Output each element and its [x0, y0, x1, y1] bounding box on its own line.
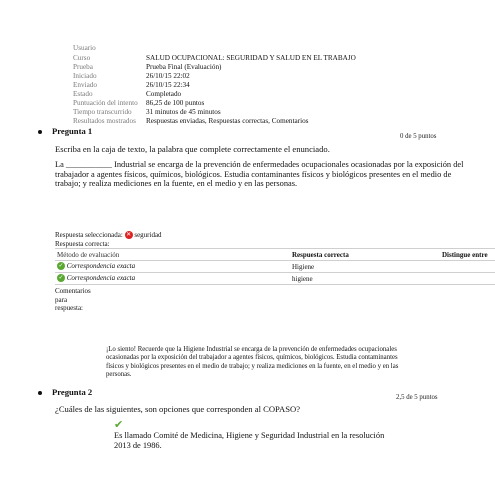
table-divider [55, 248, 495, 249]
table-header-answer: Respuesta correcta [292, 251, 349, 259]
table-divider [55, 260, 495, 261]
correct-answer-label: Respuesta correcta: [55, 240, 110, 248]
question-1-points: 0 de 5 puntos [400, 133, 437, 140]
question-1-feedback: ¡Lo siento! Recuerde que la Higiene Industrial se encarga de la prevención de enfermedades ocupacionales ocasionadas por la exposición del trabajador a agentes físicos, químicos, biológicos. Estudia contaminantes físicos y biológicos presentes en el medio de trabajo; y realiza mediciones en la fuente, en el medio y en las personas. [106, 346, 399, 378]
question-2-points: 2,5 de 5 puntos [396, 394, 438, 401]
selected-answer [55, 231, 162, 239]
bullet-icon [38, 391, 42, 395]
table-header-case: Distingue entre [442, 251, 488, 259]
table-row [57, 262, 135, 270]
question-2-title: Pregunta 2 [52, 387, 93, 397]
question-1-title: Pregunta 1 [52, 126, 93, 136]
selected-answer-value: seguridad [134, 231, 162, 239]
table-row [57, 274, 135, 282]
correct-check-icon: ✓ [58, 262, 64, 270]
table-cell-answer: Higiene [292, 263, 315, 271]
question-1-prompt: Escriba en la caja de texto, la palabra que complete correctamente el enunciado. [55, 144, 330, 154]
table-header-method: Método de evaluación [57, 251, 120, 259]
incorrect-icon: ✕ [126, 231, 132, 239]
table-cell-method: Correspondencia exacta [66, 262, 136, 270]
comments-label: Comentarios para respuesta: [55, 287, 91, 312]
question-2-option-1: Es llamado Comité de Medicina, Higiene y Seguridad Industrial en la resolución 2013 de 1986. [114, 431, 385, 450]
bullet-icon [38, 130, 42, 134]
selected-answer-label: Respuesta seleccionada: [55, 231, 123, 239]
table-cell-method: Correspondencia exacta [66, 274, 136, 282]
question-2-prompt: ¿Cuáles de las siguientes, son opciones que corresponden al COPASO? [55, 404, 301, 414]
table-divider [55, 284, 495, 285]
correct-check-icon: ✔ [114, 418, 124, 431]
question-1-statement: La ___________ Industrial se encarga de la prevención de enfermedades ocupacionales ocasionadas por la exposición del trabajador a agentes físicos, químicos, biológicos. Estudia contaminantes físicos y biológicos presentes en el medio de trabajo; y realiza mediciones en la fuente, en el medio y en las personas. [55, 160, 464, 189]
correct-check-icon: ✓ [58, 274, 64, 282]
table-divider [55, 272, 495, 273]
table-cell-answer: higiene [292, 275, 313, 283]
